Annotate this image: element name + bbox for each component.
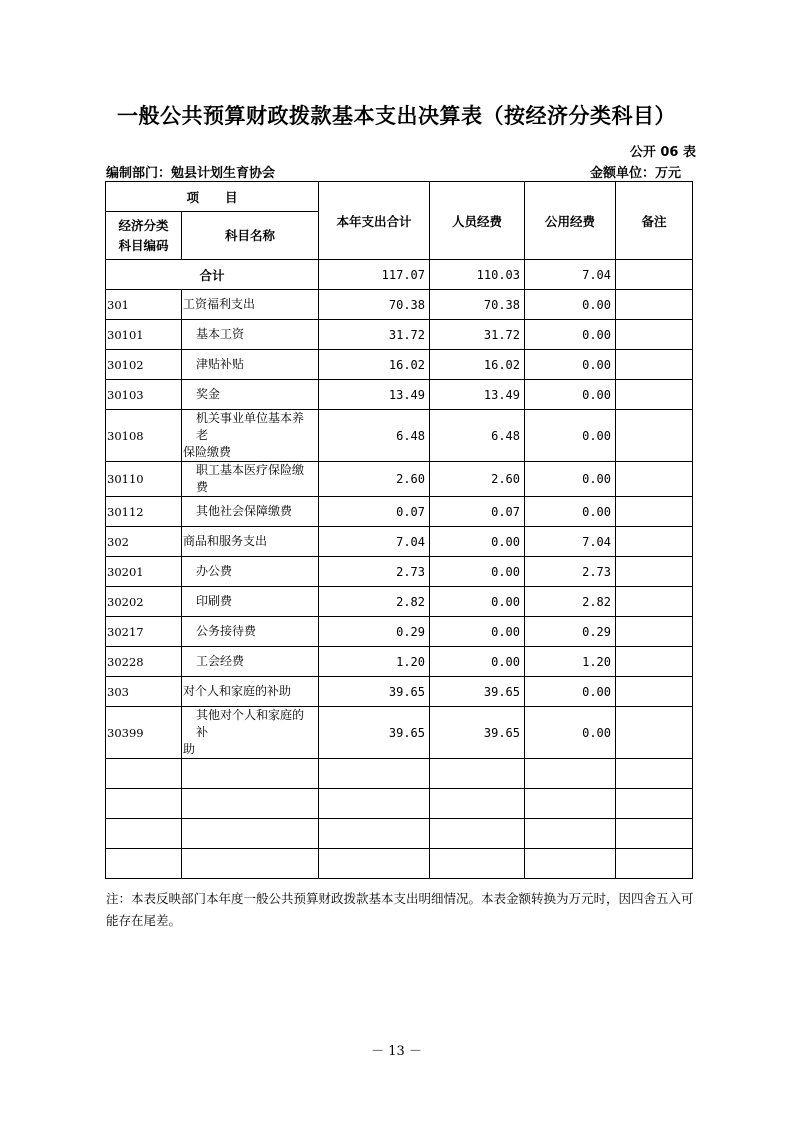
row-code: 302 xyxy=(106,527,182,557)
table-row xyxy=(106,410,693,462)
header-public: 公用经费 xyxy=(525,182,616,260)
row-code: 30228 xyxy=(106,647,182,677)
row-personnel: 39.65 xyxy=(430,707,525,759)
table-row xyxy=(106,677,693,707)
table-row xyxy=(106,350,693,380)
table-row xyxy=(106,617,693,647)
row-total: 39.65 xyxy=(319,707,430,759)
row-remarks xyxy=(616,647,693,677)
row-name: 其他社会保障缴费 xyxy=(182,497,319,527)
row-public: 1.20 xyxy=(525,647,616,677)
table-row xyxy=(106,462,693,497)
row-total: 2.60 xyxy=(319,462,430,497)
table-row xyxy=(106,497,693,527)
expenditure-table xyxy=(105,181,693,879)
row-remarks xyxy=(616,557,693,587)
total-public: 7.04 xyxy=(525,260,616,290)
empty-row xyxy=(106,819,693,849)
row-public: 0.00 xyxy=(525,410,616,462)
row-public: 7.04 xyxy=(525,527,616,557)
header-code xyxy=(106,212,182,260)
row-personnel: 0.00 xyxy=(430,587,525,617)
row-code: 30102 xyxy=(106,350,182,380)
department-label: 编制部门：勉县计划生育协会 xyxy=(106,166,276,181)
header-code-line2: 科目编码 xyxy=(118,237,169,253)
row-remarks xyxy=(616,320,693,350)
row-remarks xyxy=(616,677,693,707)
row-name: 津贴补贴 xyxy=(182,350,319,380)
table-row xyxy=(106,320,693,350)
row-personnel: 0.00 xyxy=(430,647,525,677)
row-code: 30101 xyxy=(106,320,182,350)
row-name xyxy=(182,410,319,462)
row-personnel: 0.00 xyxy=(430,557,525,587)
row-remarks xyxy=(616,707,693,759)
row-remarks xyxy=(616,380,693,410)
total-personnel: 110.03 xyxy=(430,260,525,290)
row-name: 工资福利支出 xyxy=(182,290,319,320)
header-code-line1: 经济分类 xyxy=(118,217,169,233)
row-remarks xyxy=(616,410,693,462)
row-total: 31.72 xyxy=(319,320,430,350)
row-public: 0.00 xyxy=(525,350,616,380)
row-personnel: 70.38 xyxy=(430,290,525,320)
row-code: 30112 xyxy=(106,497,182,527)
row-public: 0.00 xyxy=(525,707,616,759)
row-remarks xyxy=(616,462,693,497)
row-public: 0.00 xyxy=(525,380,616,410)
row-code: 30399 xyxy=(106,707,182,759)
row-name-line2: 助 xyxy=(183,742,196,756)
header-total: 本年支出合计 xyxy=(319,182,430,260)
table-row xyxy=(106,527,693,557)
row-personnel: 0.00 xyxy=(430,617,525,647)
row-total: 0.07 xyxy=(319,497,430,527)
table-row xyxy=(106,557,693,587)
row-public: 0.00 xyxy=(525,677,616,707)
row-personnel: 0.07 xyxy=(430,497,525,527)
amount-unit-label: 金额单位：万元 xyxy=(589,166,681,181)
row-code: 30201 xyxy=(106,557,182,587)
table-row xyxy=(106,587,693,617)
row-remarks xyxy=(616,290,693,320)
row-name-line2: 保险缴费 xyxy=(183,445,232,459)
page-number: － 13 － xyxy=(371,1044,422,1059)
row-public: 0.29 xyxy=(525,617,616,647)
header-project: 项 目 xyxy=(106,182,319,212)
row-total: 16.02 xyxy=(319,350,430,380)
row-total: 6.48 xyxy=(319,410,430,462)
row-total: 7.04 xyxy=(319,527,430,557)
row-name: 商品和服务支出 xyxy=(182,527,319,557)
row-total: 2.82 xyxy=(319,587,430,617)
row-name: 公务接待费 xyxy=(182,617,319,647)
row-name: 职工基本医疗保险缴费 xyxy=(182,462,319,497)
row-remarks xyxy=(616,587,693,617)
row-personnel: 6.48 xyxy=(430,410,525,462)
row-public: 0.00 xyxy=(525,462,616,497)
row-remarks xyxy=(616,350,693,380)
empty-row xyxy=(106,789,693,819)
table-row xyxy=(106,647,693,677)
row-total: 1.20 xyxy=(319,647,430,677)
row-public: 2.73 xyxy=(525,557,616,587)
row-code: 30108 xyxy=(106,410,182,462)
row-public: 0.00 xyxy=(525,320,616,350)
row-code: 30110 xyxy=(106,462,182,497)
row-total: 0.29 xyxy=(319,617,430,647)
row-code: 30103 xyxy=(106,380,182,410)
total-label: 合计 xyxy=(106,260,319,290)
form-number: 公开 06 表 xyxy=(629,145,696,160)
row-total: 70.38 xyxy=(319,290,430,320)
header-name: 科目名称 xyxy=(182,212,319,260)
row-total: 13.49 xyxy=(319,380,430,410)
total-amount: 117.07 xyxy=(319,260,430,290)
total-remarks xyxy=(616,260,693,290)
row-code: 30202 xyxy=(106,587,182,617)
row-personnel: 39.65 xyxy=(430,677,525,707)
row-name: 对个人和家庭的补助 xyxy=(182,677,319,707)
page-title: 一般公共预算财政拨款基本支出决算表（按经济分类科目） xyxy=(117,104,676,128)
row-remarks xyxy=(616,617,693,647)
row-remarks xyxy=(616,527,693,557)
row-name: 办公费 xyxy=(182,557,319,587)
row-name: 工会经费 xyxy=(182,647,319,677)
row-total: 2.73 xyxy=(319,557,430,587)
row-personnel: 2.60 xyxy=(430,462,525,497)
row-public: 0.00 xyxy=(525,290,616,320)
table-row xyxy=(106,380,693,410)
row-public: 0.00 xyxy=(525,497,616,527)
row-personnel: 13.49 xyxy=(430,380,525,410)
row-personnel: 16.02 xyxy=(430,350,525,380)
header-row-1 xyxy=(106,182,693,212)
header-remarks: 备注 xyxy=(616,182,693,260)
row-personnel: 0.00 xyxy=(430,527,525,557)
row-total: 39.65 xyxy=(319,677,430,707)
row-name: 奖金 xyxy=(182,380,319,410)
total-row xyxy=(106,260,693,290)
table-row xyxy=(106,707,693,759)
row-code: 301 xyxy=(106,290,182,320)
empty-row xyxy=(106,759,693,789)
empty-row xyxy=(106,849,693,879)
header-personnel: 人员经费 xyxy=(430,182,525,260)
row-code: 30217 xyxy=(106,617,182,647)
row-remarks xyxy=(616,497,693,527)
row-name xyxy=(182,707,319,759)
row-name-line1: 其他对个人和家庭的补 xyxy=(196,708,305,739)
row-code: 303 xyxy=(106,677,182,707)
row-personnel: 31.72 xyxy=(430,320,525,350)
row-name: 基本工资 xyxy=(182,320,319,350)
row-public: 2.82 xyxy=(525,587,616,617)
table-note: 注：本表反映部门本年度一般公共预算财政拨款基本支出明细情况。本表金额转换为万元时，因四舍五入可能存在尾差。 xyxy=(106,891,694,928)
row-name: 印刷费 xyxy=(182,587,319,617)
table-row xyxy=(106,290,693,320)
row-name-line1: 机关事业单位基本养老 xyxy=(196,411,305,442)
